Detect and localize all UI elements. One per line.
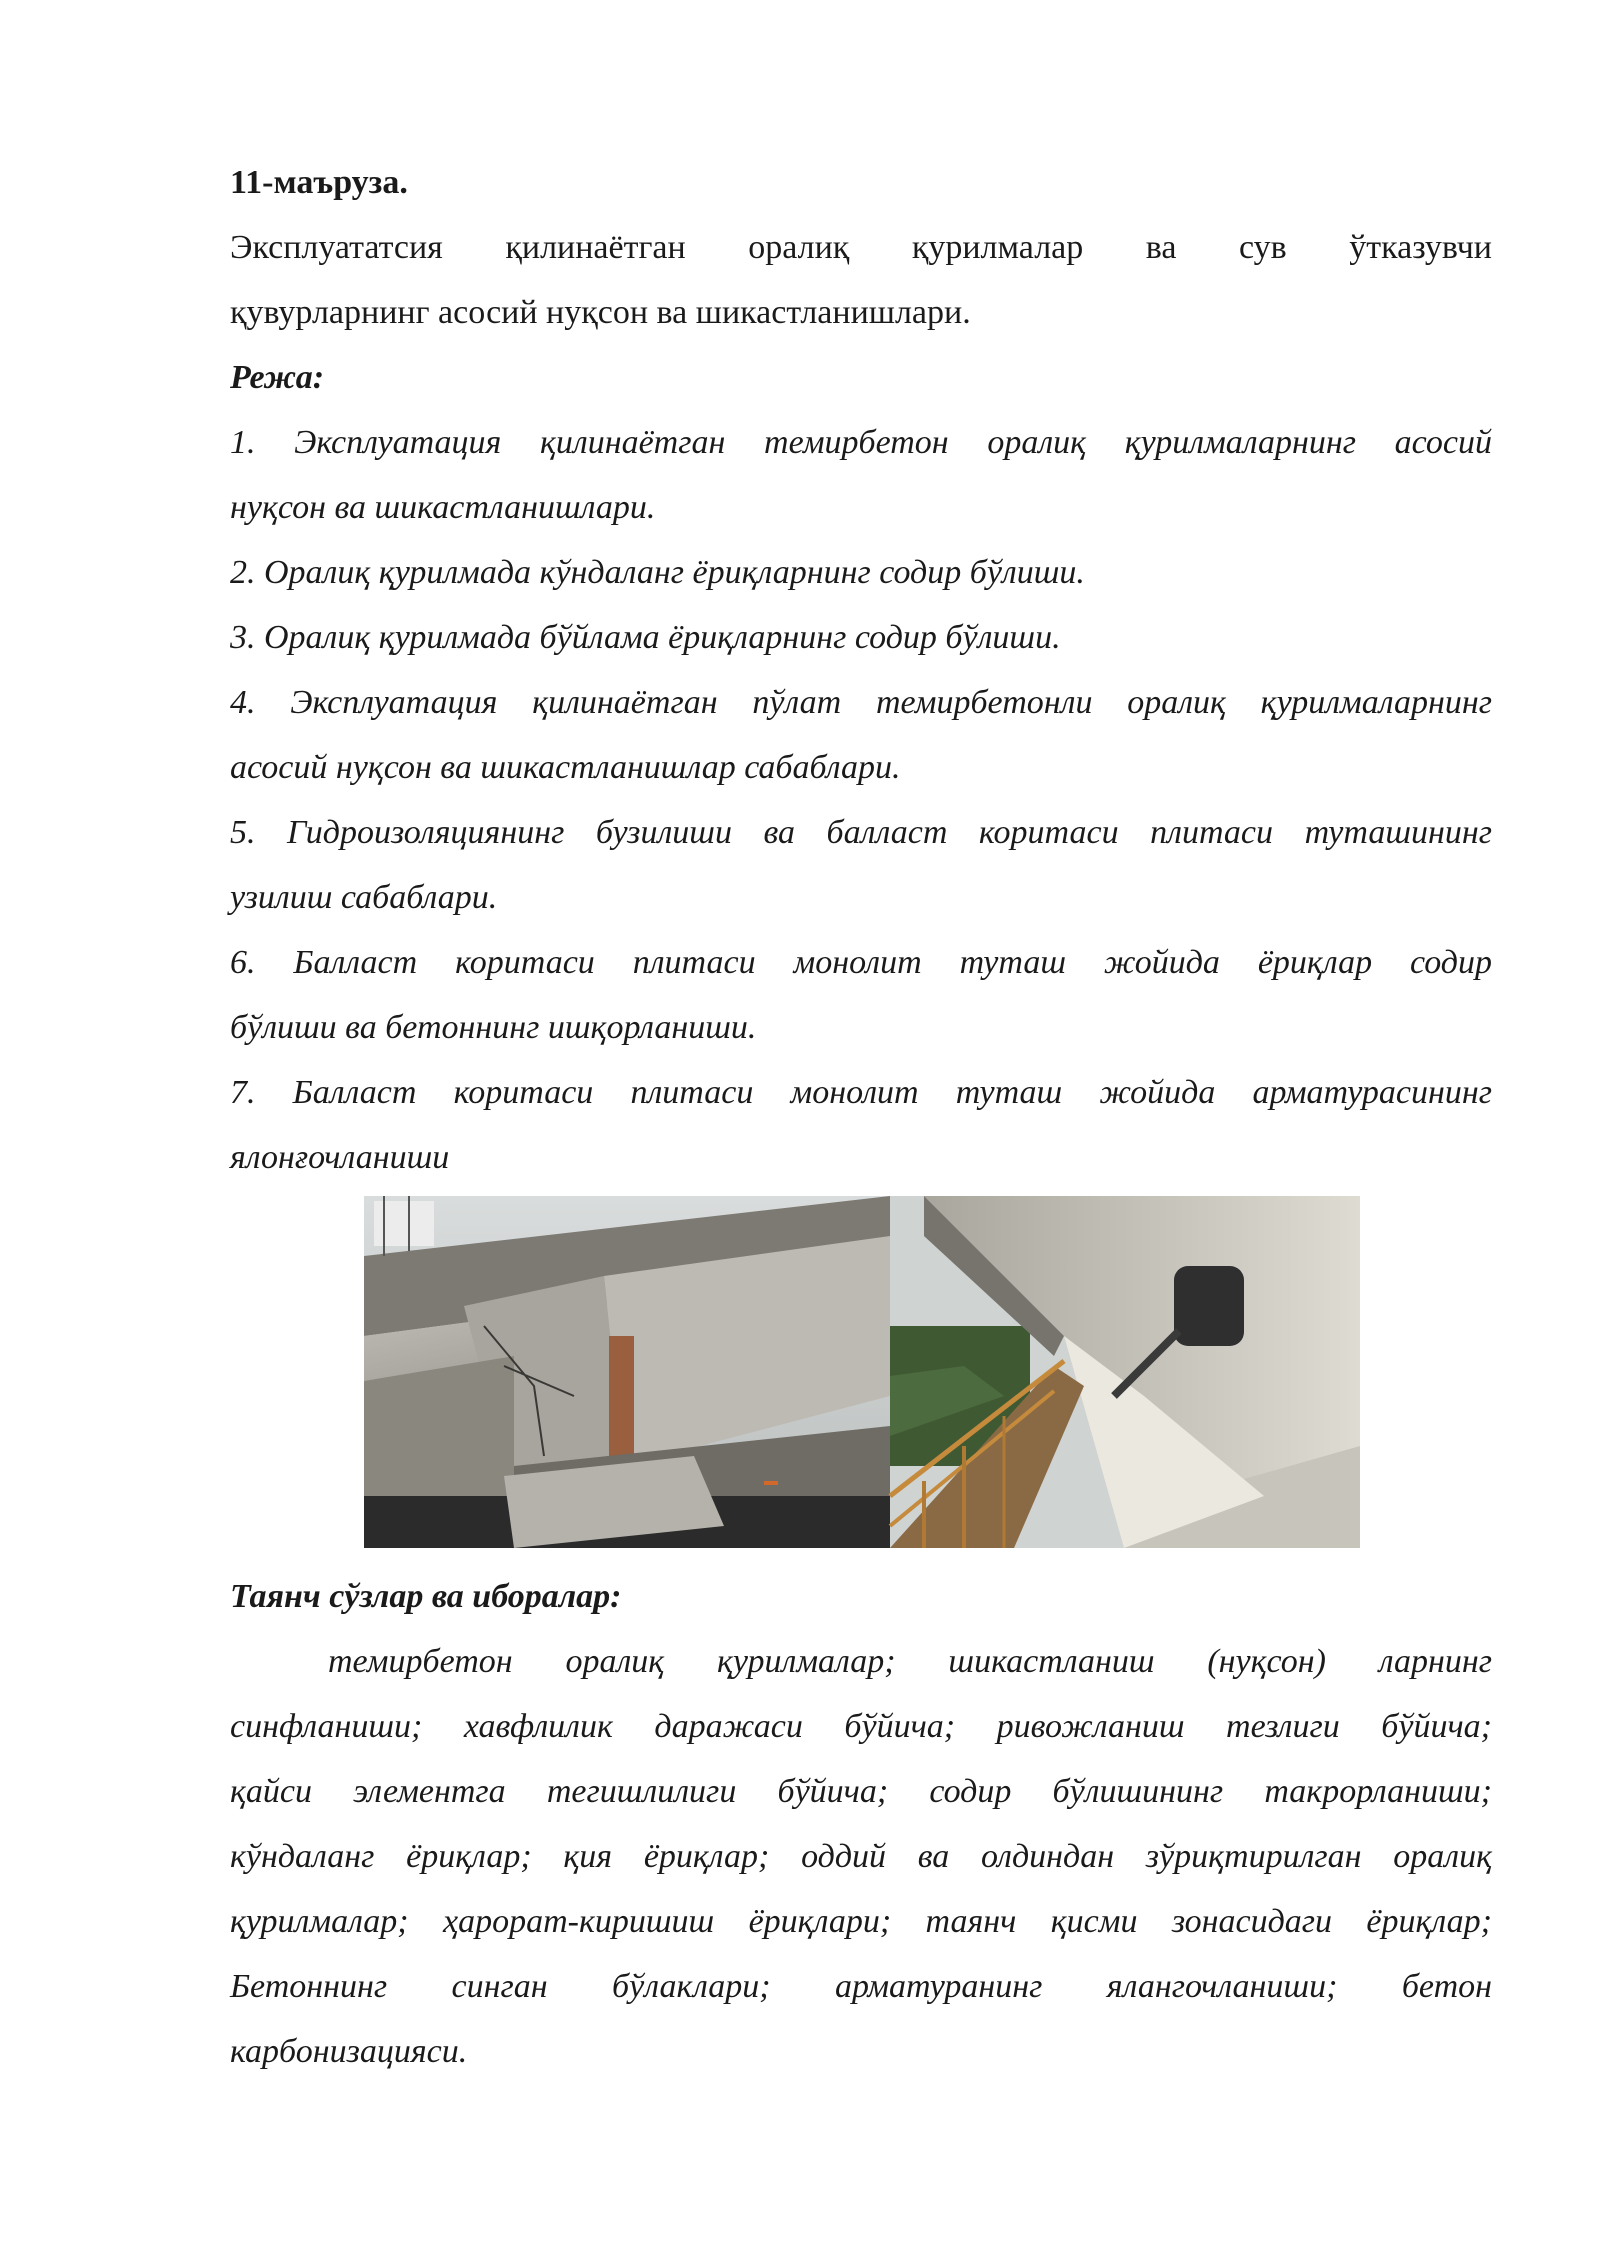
- plan-item-5-line-2: узилиш сабаблари.: [230, 879, 498, 916]
- keywords-line-6: Бетоннинг синган бўлаклари; арматуранинг ялангочланиши; бетон: [230, 1968, 1492, 2005]
- plan-item-4-line-2: асосий нуқсон ва шикастланишлар сабаблари.: [230, 749, 901, 786]
- plan-item-4-line-1: 4. Эксплуатация қилинаётган пўлат темирбетонли оралиқ қурилмаларнинг: [230, 684, 1492, 721]
- lecture-title: 11-маъруза.: [230, 164, 408, 201]
- plan-item-7-line-2: ялонғочланиши: [230, 1139, 450, 1176]
- right-photo: [890, 1196, 1360, 1548]
- keywords-heading: Таянч сўзлар ва иборалар:: [230, 1578, 622, 1615]
- plan-item-2: 2. Оралиқ қурилмада кўндаланг ёриқларнинг содир бўлиши.: [230, 554, 1085, 591]
- keywords-line-4: кўндаланг ёриқлар; қия ёриқлар; оддий ва олдиндан зўриқтирилган оралиқ: [230, 1838, 1492, 1875]
- plan-item-5-line-1: 5. Гидроизоляциянинг бузилиши ва балласт коритаси плитаси туташининг: [230, 814, 1492, 851]
- plan-heading: Режа:: [230, 359, 325, 396]
- plan-item-1-line-1: 1. Эксплуатация қилинаётган темирбетон оралиқ қурилмаларнинг асосий: [230, 424, 1492, 461]
- left-photo: [364, 1196, 890, 1548]
- plan-item-6-line-2: бўлиши ва бетоннинг ишқорланиши.: [230, 1009, 757, 1046]
- plan-item-7-line-1: 7. Балласт коритаси плитаси монолит туташ жойида арматурасининг: [230, 1074, 1492, 1111]
- topic-line-2: қувурларнинг асосий нуқсон ва шикастланишлари.: [230, 294, 971, 331]
- document-page: [230, 150, 1492, 1190]
- keywords-line-2: синфланиши; хавфлилик даражаси бўйича; ривожланиш тезлиги бўйича;: [230, 1708, 1492, 1745]
- plan-item-1-line-2: нуқсон ва шикастланишлари.: [230, 489, 656, 526]
- topic-line-1: Эксплуататсия қилинаётган оралиқ қурилмалар ва сув ўтказувчи: [230, 229, 1492, 266]
- bridge-photos-illustration: [364, 1196, 1360, 1548]
- plan-list: [230, 410, 1492, 1190]
- keywords-line-5: қурилмалар; ҳарорат-киришиш ёриқлари; таянч қисми зонасидаги ёриқлар;: [230, 1903, 1492, 1940]
- plan-item-3: 3. Оралиқ қурилмада бўйлама ёриқларнинг содир бўлиши.: [230, 619, 1061, 656]
- bridge-damage-photos: [364, 1196, 1360, 1548]
- plan-item-6-line-1: 6. Балласт коритаси плитаси монолит туташ жойида ёриқлар содир: [230, 944, 1492, 981]
- keywords-line-1: темирбетон оралиқ қурилмалар; шикастланиш (нуқсон) ларнинг: [328, 1643, 1492, 1680]
- keywords-section: [230, 1564, 1492, 2084]
- keywords-line-3: қайси элементга тегишлилиги бўйича; содир бўлишининг такрорланиши;: [230, 1773, 1492, 1810]
- keywords-line-7: карбонизацияси.: [230, 2033, 468, 2070]
